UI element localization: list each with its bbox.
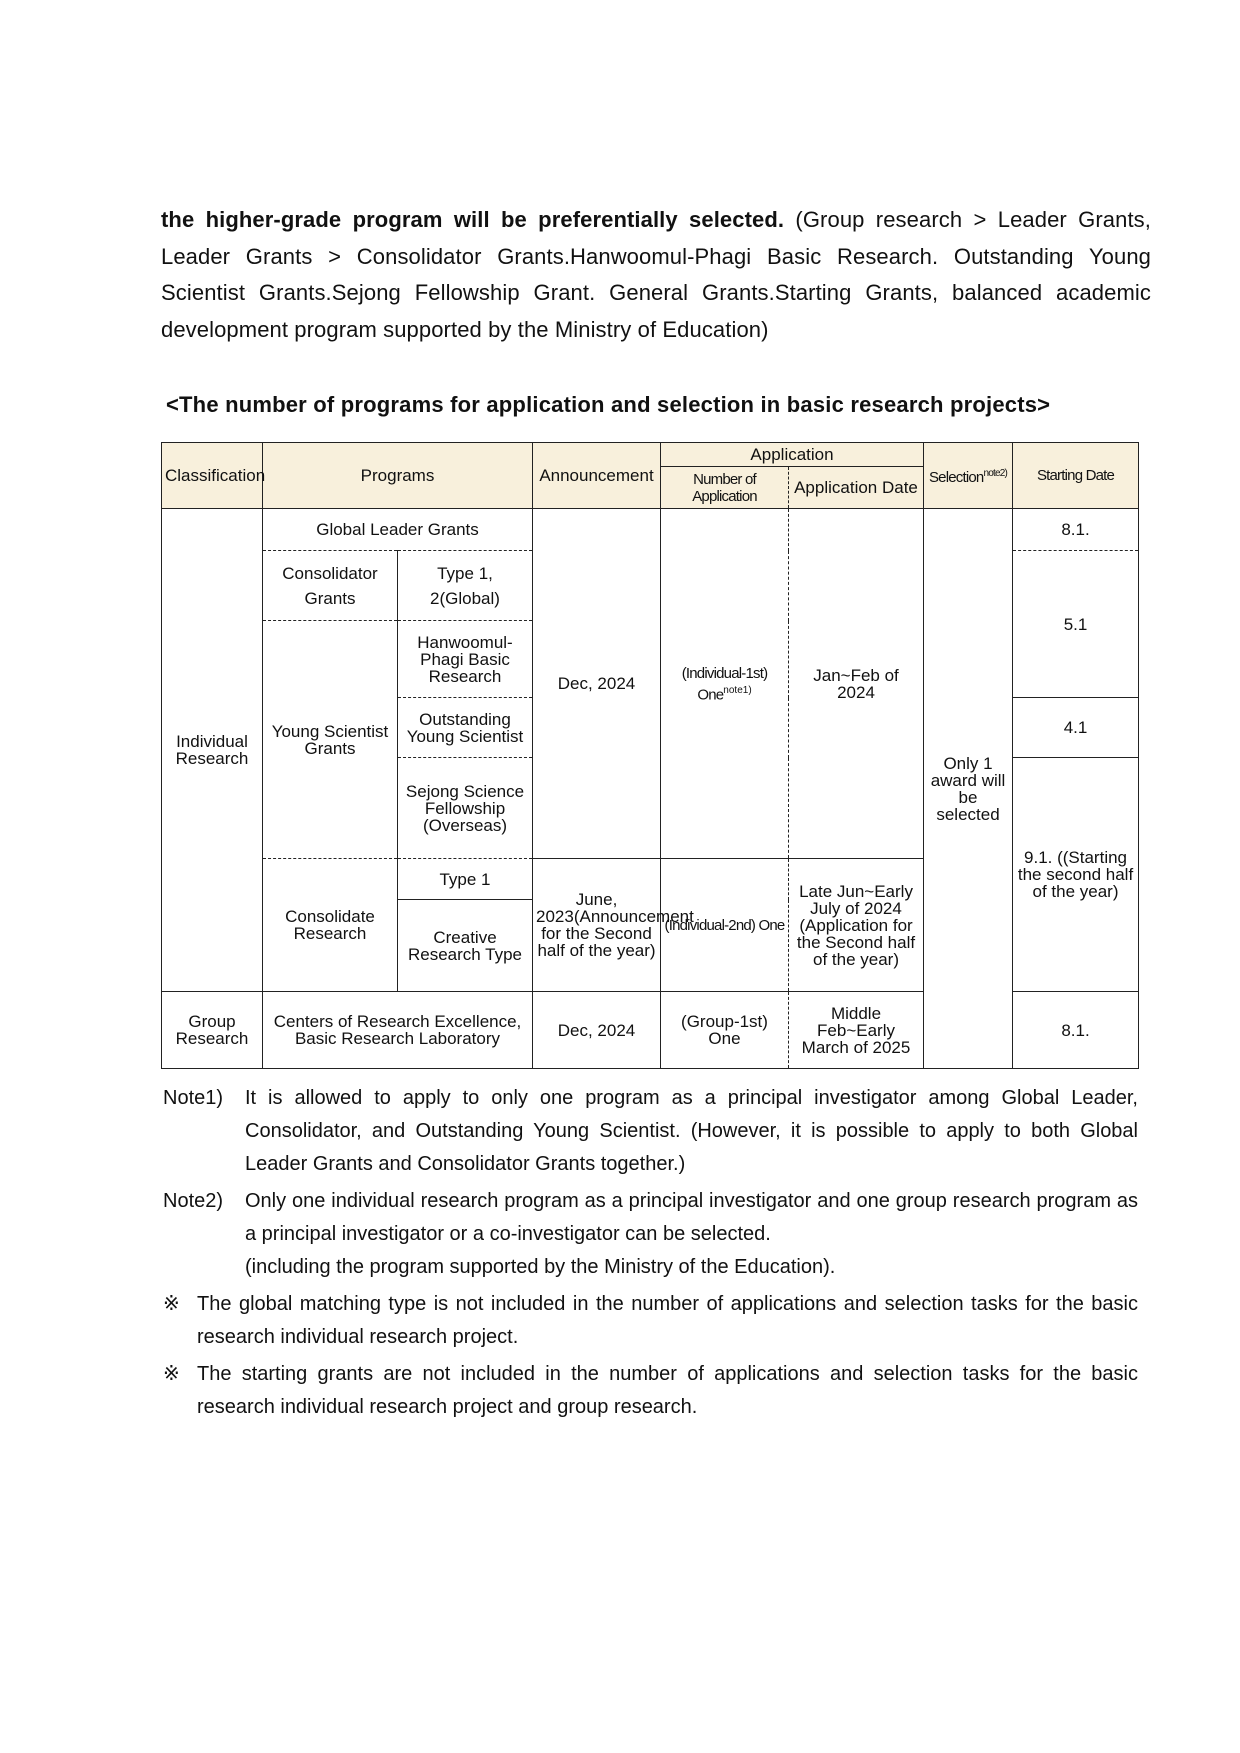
note-1-label: Note1) — [163, 1087, 224, 1109]
header-starting-date: Starting Date — [1013, 443, 1139, 509]
cell-num-ind1 — [661, 509, 789, 859]
cell-date-ind2: Late Jun~Early July of 2024 (Application for the Second half of the year) — [789, 859, 924, 992]
note-2-text2: (including the program supported by the Ministry of the Education). — [245, 1256, 836, 1278]
cell-sejong: Sejong Science Fellowship (Overseas) — [398, 758, 533, 859]
note-1 — [163, 1082, 1138, 1181]
table-caption: <The number of programs for application and selection in basic research projects> — [166, 392, 1051, 417]
header-classification: Classification — [162, 443, 263, 509]
notes-section — [163, 1082, 1138, 1428]
header-selection-label: Selection — [928, 469, 984, 486]
note-2-text: Only one individual research program as a principal investigator and one group research program as a principal investigator or a co-investigator can be selected. — [245, 1190, 1138, 1245]
cell-start-global: 8.1. — [1013, 509, 1139, 551]
remark-2 — [163, 1358, 1138, 1424]
num-ind1-note: note1) — [723, 684, 752, 696]
remark-1-text: The global matching type is not included in the number of applications and selection tasks for the basic research individual research project. — [197, 1293, 1138, 1348]
header-programs: Programs — [263, 443, 533, 509]
cell-num-ind2 — [661, 859, 789, 992]
header-application-date: Application Date — [789, 467, 924, 509]
cell-outstanding: Outstanding Young Scientist — [398, 698, 533, 758]
cell-consolidator-grants: Consolidator Grants — [263, 551, 398, 621]
header-number-of-application: Number of Application — [661, 467, 789, 509]
cell-date-ind1: Jan~Feb of 2024 — [789, 509, 924, 859]
cell-creative: Creative Research Type — [398, 900, 533, 992]
cell-consolidator-type: Type 1, 2(Global) — [398, 551, 533, 621]
programs-table — [161, 442, 1139, 1069]
cell-announce-june: June, 2023(Announcement for the Second half of the year) — [533, 859, 661, 992]
reference-mark-icon: ※ — [163, 1293, 180, 1315]
header-selection — [924, 443, 1013, 509]
cell-start-second: 9.1. ((Starting the second half of the year) — [1013, 758, 1139, 992]
cell-start-consol: 5.1 — [1013, 551, 1139, 698]
cell-group-research: Group Research — [162, 992, 263, 1069]
header-selection-note: note2) — [983, 468, 1008, 479]
num-ind1-label: (Individual-1st) One — [681, 664, 768, 704]
intro-bold: the higher-grade program will be preferentially selected. — [161, 207, 785, 232]
note-2-text-wrap — [245, 1185, 1138, 1284]
cell-start-group: 8.1. — [1013, 992, 1139, 1069]
cell-date-group: Middle Feb~Early March of 2025 — [789, 992, 924, 1069]
cell-group-program: Centers of Research Excellence, Basic Research Laboratory — [263, 992, 533, 1069]
num-ind2-label: (Individual-2nd) One — [664, 917, 785, 934]
intro-paragraph — [161, 202, 1151, 348]
note-2 — [163, 1185, 1138, 1284]
remark-2-text: The starting grants are not included in the number of applications and selection tasks for the basic research individual research project and group research. — [197, 1363, 1138, 1418]
header-announcement: Announcement — [533, 443, 661, 509]
cell-global-leader: Global Leader Grants — [263, 509, 533, 551]
cell-individual-research: Individual Research — [162, 509, 263, 992]
remark-1 — [163, 1288, 1138, 1354]
note-1-text: It is allowed to apply to only one program as a principal investigator among Global Leader, Consolidator, and Outstanding Young Scientist. (However, it is possible to apply to both Global Leader Grants and Consolidator Grants together.) — [245, 1087, 1138, 1175]
reference-mark-icon: ※ — [163, 1363, 180, 1385]
cell-hanwoomul: Hanwoomul-Phagi Basic Research — [398, 621, 533, 698]
cell-start-outstanding: 4.1 — [1013, 698, 1139, 758]
cell-young-scientist: Young Scientist Grants — [263, 621, 398, 859]
cell-announce-group: Dec, 2024 — [533, 992, 661, 1069]
intro-rest: (Group research > Leader Grants, Leader Grants > Consolidator Grants.Hanwoomul-Phagi Basic Research. Outstanding Young Scientist Grants.Sejong Fellowship Grant. General Grants.Starting Grants, balanced academic development program supported by the Ministry of Education) — [161, 207, 1151, 342]
cell-num-group: (Group-1st) One — [661, 992, 789, 1069]
cell-announce-dec: Dec, 2024 — [533, 509, 661, 859]
header-application: Application — [661, 443, 924, 467]
cell-consolidate-research: Consolidate Research — [263, 859, 398, 992]
note-2-label: Note2) — [163, 1190, 224, 1212]
cell-type1: Type 1 — [398, 859, 533, 900]
cell-selection: Only 1 award will be selected — [924, 509, 1013, 1069]
